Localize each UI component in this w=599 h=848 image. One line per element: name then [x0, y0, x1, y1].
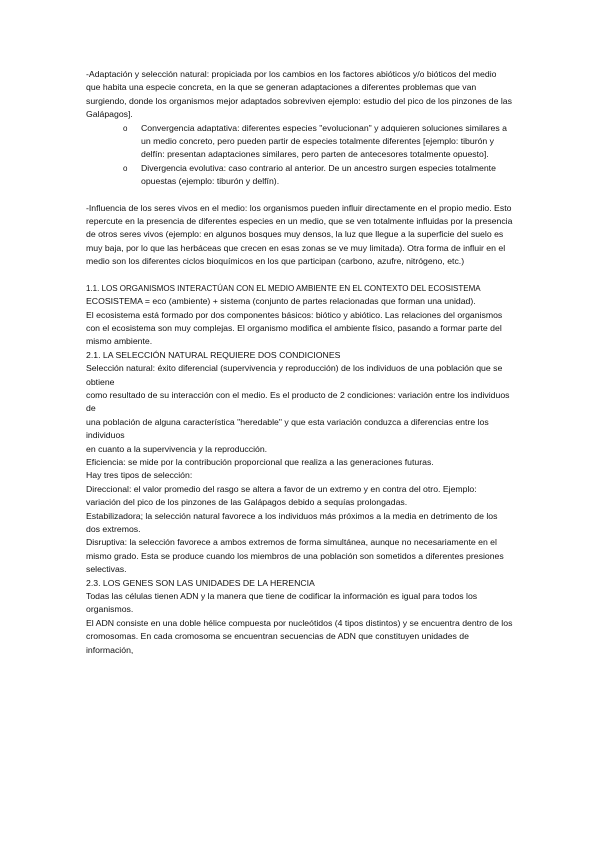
text-line: Todas las células tienen ADN y la manera que tiene de codificar la información es igual para todos los organismos. — [86, 591, 478, 615]
section-heading-2-1: 2.1. LA SELECCIÓN NATURAL REQUIERE DOS CONDICIONES — [86, 349, 341, 360]
text-line: dos extremos. — [86, 524, 141, 534]
spacer — [86, 269, 513, 282]
text-line: mismo grado. Esta se produce cuando los miembros de una población son sometidos a diferentes presiones — [86, 550, 504, 561]
text-line: una población de alguna característica "heredable" y que esta variación conduzca a diferencias entre los individuos — [86, 416, 489, 441]
text-line: Estabilizadora; la selección natural favorece a los individuos más próximos a la media en detrimento de los — [86, 510, 498, 521]
bullet-convergencia — [123, 122, 513, 162]
text-line: Eficiencia: se mide por la contribución proporcional que realiza a las generaciones futuras. — [86, 456, 434, 467]
bullet-marker: o — [123, 163, 128, 173]
intro-paragraph: -Adaptación y selección natural: propiciada por los cambios en los factores abióticos y/o bióticos del medio que habita una especie concreta, en la que se generan adaptaciones a diferentes problemas que van surgiendo, donde los organismos mejor adaptados sobreviven ejemplo: estudio del pico de los pinzones de las Galápagos]. — [86, 69, 512, 120]
text-line: selectivas. — [86, 564, 127, 575]
text-line: Selección natural: éxito diferencial (supervivencia y reproducción) de los individuos de una población que se obtiene — [86, 363, 503, 387]
text-line: Disruptiva: la selección favorece a ambos extremos de forma simultánea, aunque no necesariamente en el — [86, 537, 497, 548]
intro-bullet-list — [86, 122, 513, 189]
section-heading-2-3: 2.3. LOS GENES SON LAS UNIDADES DE LA HERENCIA — [86, 577, 315, 588]
spacer — [86, 189, 513, 202]
bullet-text: Divergencia evolutiva: caso contrario al anterior. De un ancestro surgen especies totalmente opuestas (ejemplo: tiburón y delfín). — [141, 162, 496, 187]
text-line: Hay tres tipos de selección: — [86, 470, 193, 481]
influence-paragraph: -Influencia de los seres vivos en el medio: los organismos pueden influir directamente en el propio medio. Esto repercute en la presencia de diferentes especies en un medio, que se ven totalmente influidas por la presencia de otros seres vivos (ejemplo: en algunos bosques muy densos, la luz que llegue a la superficie del suelo es muy baja, por lo que las herbáceas que crecen en esas zonas se ve muy limitada). Otra forma de influir en el medio son los diferentes ciclos bioquímicos en los que participan (carbono, azufre, nitrógeno, etc.) — [86, 202, 513, 267]
bullet-marker: o — [123, 123, 128, 133]
bullet-text: Convergencia adaptativa: diferentes especies "evolucionan" y adquieren soluciones similares a un medio concreto, pero pueden partir de especies totalmente diferentes [ejemplo: tiburón y delfín: presentan adaptaciones similares, pero parten de antecesores totalmente opuesto]. — [141, 122, 507, 160]
bullet-divergencia — [123, 162, 513, 189]
ecosistema-components: El ecosistema está formado por dos componentes básicos: biótico y abiótico. Las relaciones del organismos con el ecosistema son muy complejas. El organismo modifica el ambiente físico, pasando a formar parte del mismo ambiente. — [86, 309, 503, 347]
text-line: Direccional: el valor promedio del rasgo se altera a favor de un extremo y en contra del otro. Ejemplo: — [86, 483, 477, 494]
text-line: variación del pico de los pinzones de las Galápagos debido a sequías prolongadas. — [86, 497, 408, 508]
ecosistema-definition: ECOSISTEMA = eco (ambiente) + sistema (conjunto de partes relacionadas que forman una unidad). — [86, 296, 476, 307]
text-line: como resultado de su interacción con el medio. Es el producto de 2 condiciones: variación entre los individuos de — [86, 389, 510, 414]
section-heading-1-1: 1.1. LOS ORGANISMOS INTERACTÚAN CON EL MEDIO AMBIENTE EN EL CONTEXTO DEL ECOSISTEMA — [86, 283, 481, 293]
text-line: El ADN consiste en una doble hélice compuesta por nucleótidos (4 tipos distintos) y se encuentra dentro de los — [86, 617, 513, 628]
text-line: en cuanto a la supervivencia y la reproducción. — [86, 443, 268, 454]
text-line: cromosomas. En cada cromosoma se encuentran secuencias de ADN que constituyen unidades de información, — [86, 631, 469, 655]
